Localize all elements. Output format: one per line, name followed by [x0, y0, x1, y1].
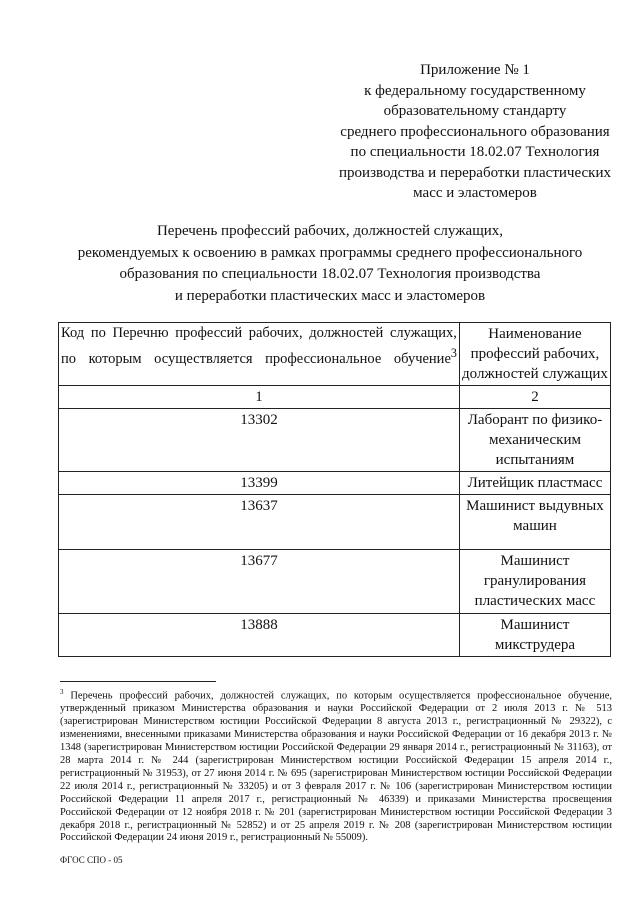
title-line: образования по специальности 18.02.07 Технология производства	[119, 266, 541, 282]
appendix-heading	[330, 60, 620, 204]
table-row	[59, 550, 611, 614]
profession-name: Литейщик пластмасс	[459, 472, 610, 495]
profession-name: Машинист микструдера	[459, 614, 610, 657]
header-code-cell	[59, 323, 460, 386]
footnote-marker: 3	[60, 688, 64, 696]
table-row	[59, 409, 611, 472]
profession-name: Машинист гранулирования пластических масс	[459, 550, 610, 614]
title-line: и переработки пластических масс и эластомеров	[174, 287, 486, 304]
appendix-line: Приложение № 1	[420, 62, 530, 78]
table-row	[59, 495, 611, 550]
footer-code: ФГОС СПО - 05	[60, 855, 123, 865]
title-line: рекомендуемых к освоению в рамках программы среднего профессионального	[77, 244, 583, 261]
appendix-line: к федеральному государственному	[364, 82, 586, 99]
header-name-cell: Наименование профессий рабочих, должностей служащих	[459, 323, 610, 386]
profession-name: Машинист выдувных машин	[459, 495, 610, 550]
profession-code: 13637	[59, 495, 460, 550]
profession-code: 13888	[59, 614, 460, 657]
profession-code: 13302	[59, 409, 460, 472]
appendix-line: по специальности 18.02.07 Технология	[350, 144, 600, 160]
profession-table	[58, 322, 611, 657]
appendix-line: образовательному стандарту	[383, 103, 567, 119]
column-number-row	[59, 386, 611, 409]
document-title	[50, 221, 610, 307]
table-row	[59, 472, 611, 495]
profession-code: 13677	[59, 550, 460, 614]
footnote	[60, 686, 612, 845]
table-row	[59, 614, 611, 657]
footnote-ref[interactable]: 3	[450, 345, 457, 360]
table-header-row	[59, 323, 611, 386]
footnote-text: Перечень профессий рабочих, должностей служащих, по которым осуществляется профессиональное обучение, утвержденный приказом Министерства образования и науки Российской Федерации от 2 июля 2013 г. № 513 (зарегистрирован Министерством юстиции Российской Федерации 8 августа 2013 г., регистрационный № 29322), с изменениями, внесенными приказами Министерства образования и науки Российской Федерации от 16 декабря 2013 г. № 1348 (зарегистрирован Министерством юстиции Российской Федерации 29 января 2014 г., регистрационный № 31163), от 28 марта 2014 г. № 244 (зарегистрирован Министерством юстиции Российской Федерации 15 апреля 2014 г., регистрационный № 31953), от 27 июня 2014 г. № 695 (зарегистрирован Министерством юстиции Российской Федерации 22 июля 2014 г., регистрационный № 33205) и от 3 февраля 2017 г. № 106 (зарегистрирован Министерством юстиции Российской Федерации 11 апреля 2017 г., регистрационный № 46339) и приказами Министерства просвещения Российской Федерации от 12 ноября 2018 г. № 201 (зарегистрирован Министерством юстиции Российской Федерации 3 декабря 2018 г., регистрационный № 52852) и от 25 апреля 2019 г. № 208 (зарегистрирован Министерством юстиции Российской Федерации 24 июня 2019 г., регистрационный № 55009).	[60, 690, 612, 844]
column-number: 1	[59, 386, 460, 409]
appendix-line: производства и переработки пластических	[339, 164, 611, 181]
profession-name: Лаборант по физико-механическим испытаниям	[459, 409, 610, 472]
header-code-text: Код по Перечню профессий рабочих, должностей служащих, по которым осуществляется профессиональное обучение	[61, 325, 457, 367]
appendix-line: среднего профессионального образования	[340, 123, 610, 140]
column-number: 2	[459, 386, 610, 409]
profession-code: 13399	[59, 472, 460, 495]
footnote-separator	[60, 681, 216, 682]
title-line: Перечень профессий рабочих, должностей служащих,	[156, 223, 504, 239]
appendix-line: масс и эластомеров	[413, 185, 537, 201]
